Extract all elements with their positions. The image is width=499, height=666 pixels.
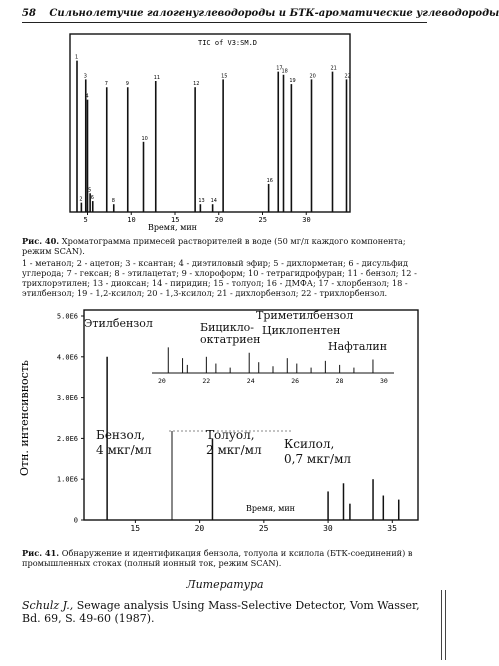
x-tick-label: 20 [194, 524, 205, 533]
figure-40-title: TIC of V3:SM.D [198, 39, 258, 47]
figure-40-legend: 1 - метанол; 2 - ацетон; 3 - ксантан; 4 - диэтиловый эфир; 5 - дихлорметан; 6 - дисульфид углерода; 7 - гексан; 8 - этилацетат; 9 - хлороформ; 10 - тетрагидрофуран; 11 - бензол; 12 - трихлорэтилен; 13 - диоксан; 14 - пиридин; 15 - толуол; 16 - ДМФА; 17 - хлорбензол; 18 - этилбензол; 19 - 1,2-ксилол; 20 - 1,3-ксилол; 21 - дихлорбензол; 22 - трихлорбензол. [22, 258, 417, 298]
running-title: Сильнолетучие галогенуглеводороды и БТК-ароматические углеводороды [49, 8, 499, 19]
peak-label-21: 21 [330, 65, 337, 72]
inset-tick-label: 20 [158, 377, 166, 385]
figure-41-caption-number: Рис. 41. [22, 548, 60, 558]
page-number: 58 [22, 8, 36, 19]
figure-41-caption-text: Обнаружение и идентификация бензола, толуола и ксилола (БТК-соединений) в промышленных стоках (полный ионный ток, режим SCAN). [22, 548, 413, 568]
figure-40-chromatogram [68, 32, 368, 232]
label-naphthalene: Нафталин [328, 340, 388, 353]
reference-author: Schulz J., [22, 599, 74, 612]
peak-label-19: 19 [289, 78, 296, 85]
y-tick-label: 1.0E6 [56, 475, 78, 484]
x-tick-label: 15 [130, 524, 141, 533]
inset-tick-label: 30 [380, 377, 388, 385]
figure-41-ylabel: Отн. интенсивность [18, 360, 31, 476]
peak-label-11: 11 [153, 74, 161, 81]
x-tick-label: 15 [171, 216, 180, 224]
figure-40-x-ticks [84, 212, 311, 224]
x-tick-label: 20 [214, 216, 224, 224]
peak-label-14: 14 [210, 198, 217, 205]
label-ethylbenzene: Этилбензол [84, 317, 153, 330]
inset-ticks [158, 377, 388, 385]
inset-tick-label: 26 [291, 377, 300, 385]
figure-40-peak-labels [75, 55, 351, 205]
x-tick-label: 25 [258, 524, 269, 533]
peak-label-16: 16 [266, 177, 273, 184]
peak-label-18: 18 [281, 68, 288, 75]
figure-41-x-ticks [130, 520, 397, 533]
peak-label-9: 9 [125, 81, 129, 88]
figure-41-caption [22, 548, 432, 568]
label-bicyclo-line1: Бицикло- [200, 321, 255, 334]
x-tick-label: 10 [127, 216, 136, 224]
peak-label-12: 12 [193, 81, 200, 88]
peak-label-13: 13 [198, 198, 205, 205]
peak-label-17: 17 [276, 65, 283, 72]
label-benzene-line2: 4 мкг/мл [96, 443, 152, 457]
peak-label-5: 5 [88, 187, 92, 194]
header-rule [22, 22, 427, 23]
x-tick-label: 5 [83, 216, 88, 224]
label-benzene-line1: Бензол, [96, 428, 146, 442]
label-toluene-line1: Толуол, [206, 428, 255, 442]
page-edge-mark [441, 590, 446, 660]
peak-label-8: 8 [111, 198, 115, 205]
peak-label-6: 6 [90, 195, 94, 202]
figure-40-frame [70, 34, 350, 212]
figure-40-xlabel: Время, мин [148, 223, 197, 232]
x-tick-label: 30 [323, 524, 333, 533]
inset-tick-label: 28 [335, 377, 344, 385]
label-trimethylbenzene: Триметилбензол [256, 309, 354, 322]
y-tick-label: 0 [73, 516, 78, 525]
x-tick-label: 30 [302, 216, 311, 224]
figure-41-y-ticks [57, 313, 84, 525]
label-bicyclo-line2: октатриен [200, 333, 261, 346]
figure-40-peaks [77, 61, 347, 212]
y-tick-label: 2.0E6 [56, 434, 78, 443]
figure-40-caption [22, 236, 427, 256]
inset-tick-label: 22 [202, 377, 211, 385]
figure-41-xlabel: Время, мин [246, 504, 295, 513]
y-tick-label: 4.0E6 [56, 353, 78, 362]
peak-label-20: 20 [309, 73, 316, 80]
peak-label-15: 15 [221, 73, 228, 80]
peak-label-7: 7 [104, 81, 108, 88]
peak-label-22: 22 [344, 73, 351, 80]
inset-tick-label: 24 [246, 377, 255, 385]
label-xylene-line1: Ксилол, [284, 437, 335, 451]
reference-entry [22, 599, 432, 625]
label-xylene-line2: 0,7 мкг/мл [284, 452, 352, 466]
y-tick-label: 3.0E6 [56, 394, 78, 403]
x-tick-label: 25 [258, 216, 267, 224]
peak-label-4: 4 [85, 93, 89, 100]
reference-text: Sewage analysis Using Mass-Selective Detector, Vom Wasser, Bd. 69, S. 49-60 (1987). [22, 599, 420, 625]
peak-label-2: 2 [79, 196, 83, 203]
peak-label-10: 10 [141, 135, 148, 142]
figure-40-caption-text: Хроматограмма примесей растворителей в воде (50 мг/л каждого компонента; режим SCAN). [22, 236, 406, 256]
figure-40-caption-number: Рис. 40. [22, 236, 60, 246]
label-cyclopentene: Циклопентен [262, 324, 341, 337]
y-tick-label: 5.0E6 [56, 312, 78, 321]
label-toluene-line2: 2 мкг/мл [206, 443, 262, 457]
peak-label-3: 3 [83, 73, 87, 80]
peak-label-1: 1 [75, 54, 79, 61]
literature-heading: Литература [186, 578, 264, 591]
x-tick-label: 35 [387, 524, 397, 533]
running-header [22, 8, 499, 19]
